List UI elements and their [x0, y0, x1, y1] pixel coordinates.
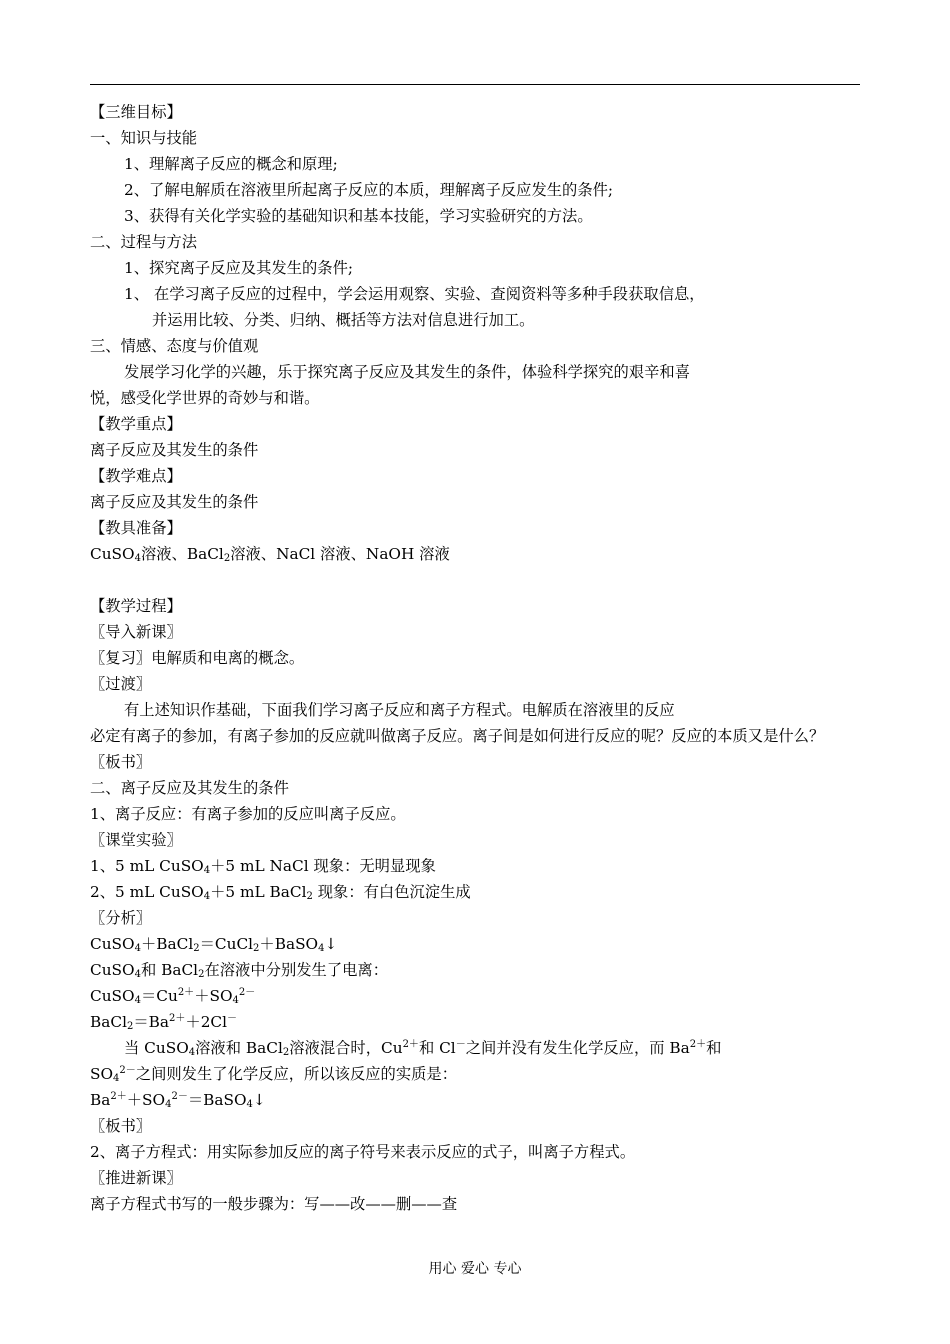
equation-2: CuSO$_4$和 BaCl$_2$在溶液中分别发生了电离：	[90, 961, 389, 980]
list-item: 1、理解离子反应的概念和原理;	[124, 155, 338, 173]
subheading: 二、离子反应及其发生的条件	[90, 779, 289, 797]
equation-3: $CuSO_4=Cu^{2+}+SO_4^{2-}$	[90, 987, 256, 1006]
blank-line	[90, 567, 862, 593]
header-rule	[90, 84, 860, 85]
text-line: 1、离子反应：有离子参加的反应叫离子反应。	[90, 805, 406, 823]
list-item: 1、 在学习离子反应的过程中，学会运用观察、实验、查阅资料等多种手段获取信息，	[124, 285, 705, 303]
equation-1: CuSO$_4$＋BaCl$_2$＝CuCl$_2$＋BaSO$_4$↓	[90, 935, 338, 954]
bracket-label: 〖导入新课〗	[90, 623, 182, 641]
subheading: 一、知识与技能	[90, 129, 198, 147]
list-item-continuation: 并运用比较、分类、归纳、概括等方法对信息进行加工。	[152, 311, 535, 329]
bracket-label: 〖课堂实验〗	[90, 831, 182, 849]
paragraph-continuation: 悦，感受化学世界的奇妙与和谐。	[90, 389, 320, 407]
paragraph: 当 CuSO$_4$溶液和 BaCl$_2$溶液混合时，$Cu^{2+}$和 Cl－之间并没有发生化学反应，而 $Ba^{2+}$和	[124, 1039, 722, 1058]
page-footer: 用心 爱心 专心	[428, 1261, 522, 1277]
list-item: 2、了解电解质在溶液里所起离子反应的本质，理解离子反应发生的条件;	[124, 181, 614, 199]
equipment-line: CuSO$_4$溶液、BaCl$_2$溶液、NaCl 溶液、NaOH 溶液	[90, 545, 450, 564]
text-line: 离子方程式书写的一般步骤为：写——改——删——查	[90, 1195, 458, 1213]
section-heading: 【教学过程】	[90, 597, 182, 615]
equation-5: $Ba^{2+}+SO_4^{2-}=BaSO_4↓$	[90, 1091, 266, 1110]
list-item: 1、探究离子反应及其发生的条件;	[124, 259, 354, 277]
text-line: 离子反应及其发生的条件	[90, 493, 259, 511]
experiment-2: 2、5 mL CuSO$_4$＋5 mL BaCl$_2$ 现象：有白色沉淀生成	[90, 883, 471, 902]
paragraph: 发展学习化学的兴趣，乐于探究离子反应及其发生的条件，体验科学探究的艰辛和喜	[124, 363, 690, 381]
bracket-label: 〖分析〗	[90, 909, 152, 927]
section-heading: 【教具准备】	[90, 519, 182, 537]
text-line: 离子反应及其发生的条件	[90, 441, 259, 459]
bracket-label: 〖板书〗	[90, 753, 152, 771]
bracket-label: 〖推进新课〗	[90, 1169, 182, 1187]
section-heading: 【教学重点】	[90, 415, 182, 433]
experiment-1: 1、5 mL CuSO$_4$＋5 mL NaCl 现象：无明显现象	[90, 857, 436, 876]
paragraph: 有上述知识作基础，下面我们学习离子反应和离子方程式。电解质在溶液里的反应	[124, 701, 675, 719]
section-heading: 【教学难点】	[90, 467, 182, 485]
paragraph-continuation: $SO_4^{2-}$之间则发生了化学反应，所以该反应的实质是：	[90, 1065, 458, 1084]
text-line: 2、离子方程式：用实际参加反应的离子符号来表示反应的式子，叫离子方程式。	[90, 1143, 636, 1161]
subheading: 二、过程与方法	[90, 233, 198, 251]
equation-4: $BaCl_2=Ba^{2+}+2Cl^-$	[90, 1013, 238, 1032]
section-heading: 【三维目标】	[90, 103, 182, 121]
list-item: 3、获得有关化学实验的基础知识和基本技能，学习实验研究的方法。	[124, 207, 593, 225]
paragraph-continuation: 必定有离子的参加，有离子参加的反应就叫做离子反应。离子间是如何进行反应的呢？反应的本质又是什么？	[90, 727, 825, 745]
document-body	[90, 99, 862, 1217]
bracket-label: 〖板书〗	[90, 1117, 152, 1135]
bracket-label: 〖过渡〗	[90, 675, 152, 693]
subheading: 三、情感、态度与价值观	[90, 337, 259, 355]
text-line: 〖复习〗电解质和电离的概念。	[90, 649, 305, 667]
